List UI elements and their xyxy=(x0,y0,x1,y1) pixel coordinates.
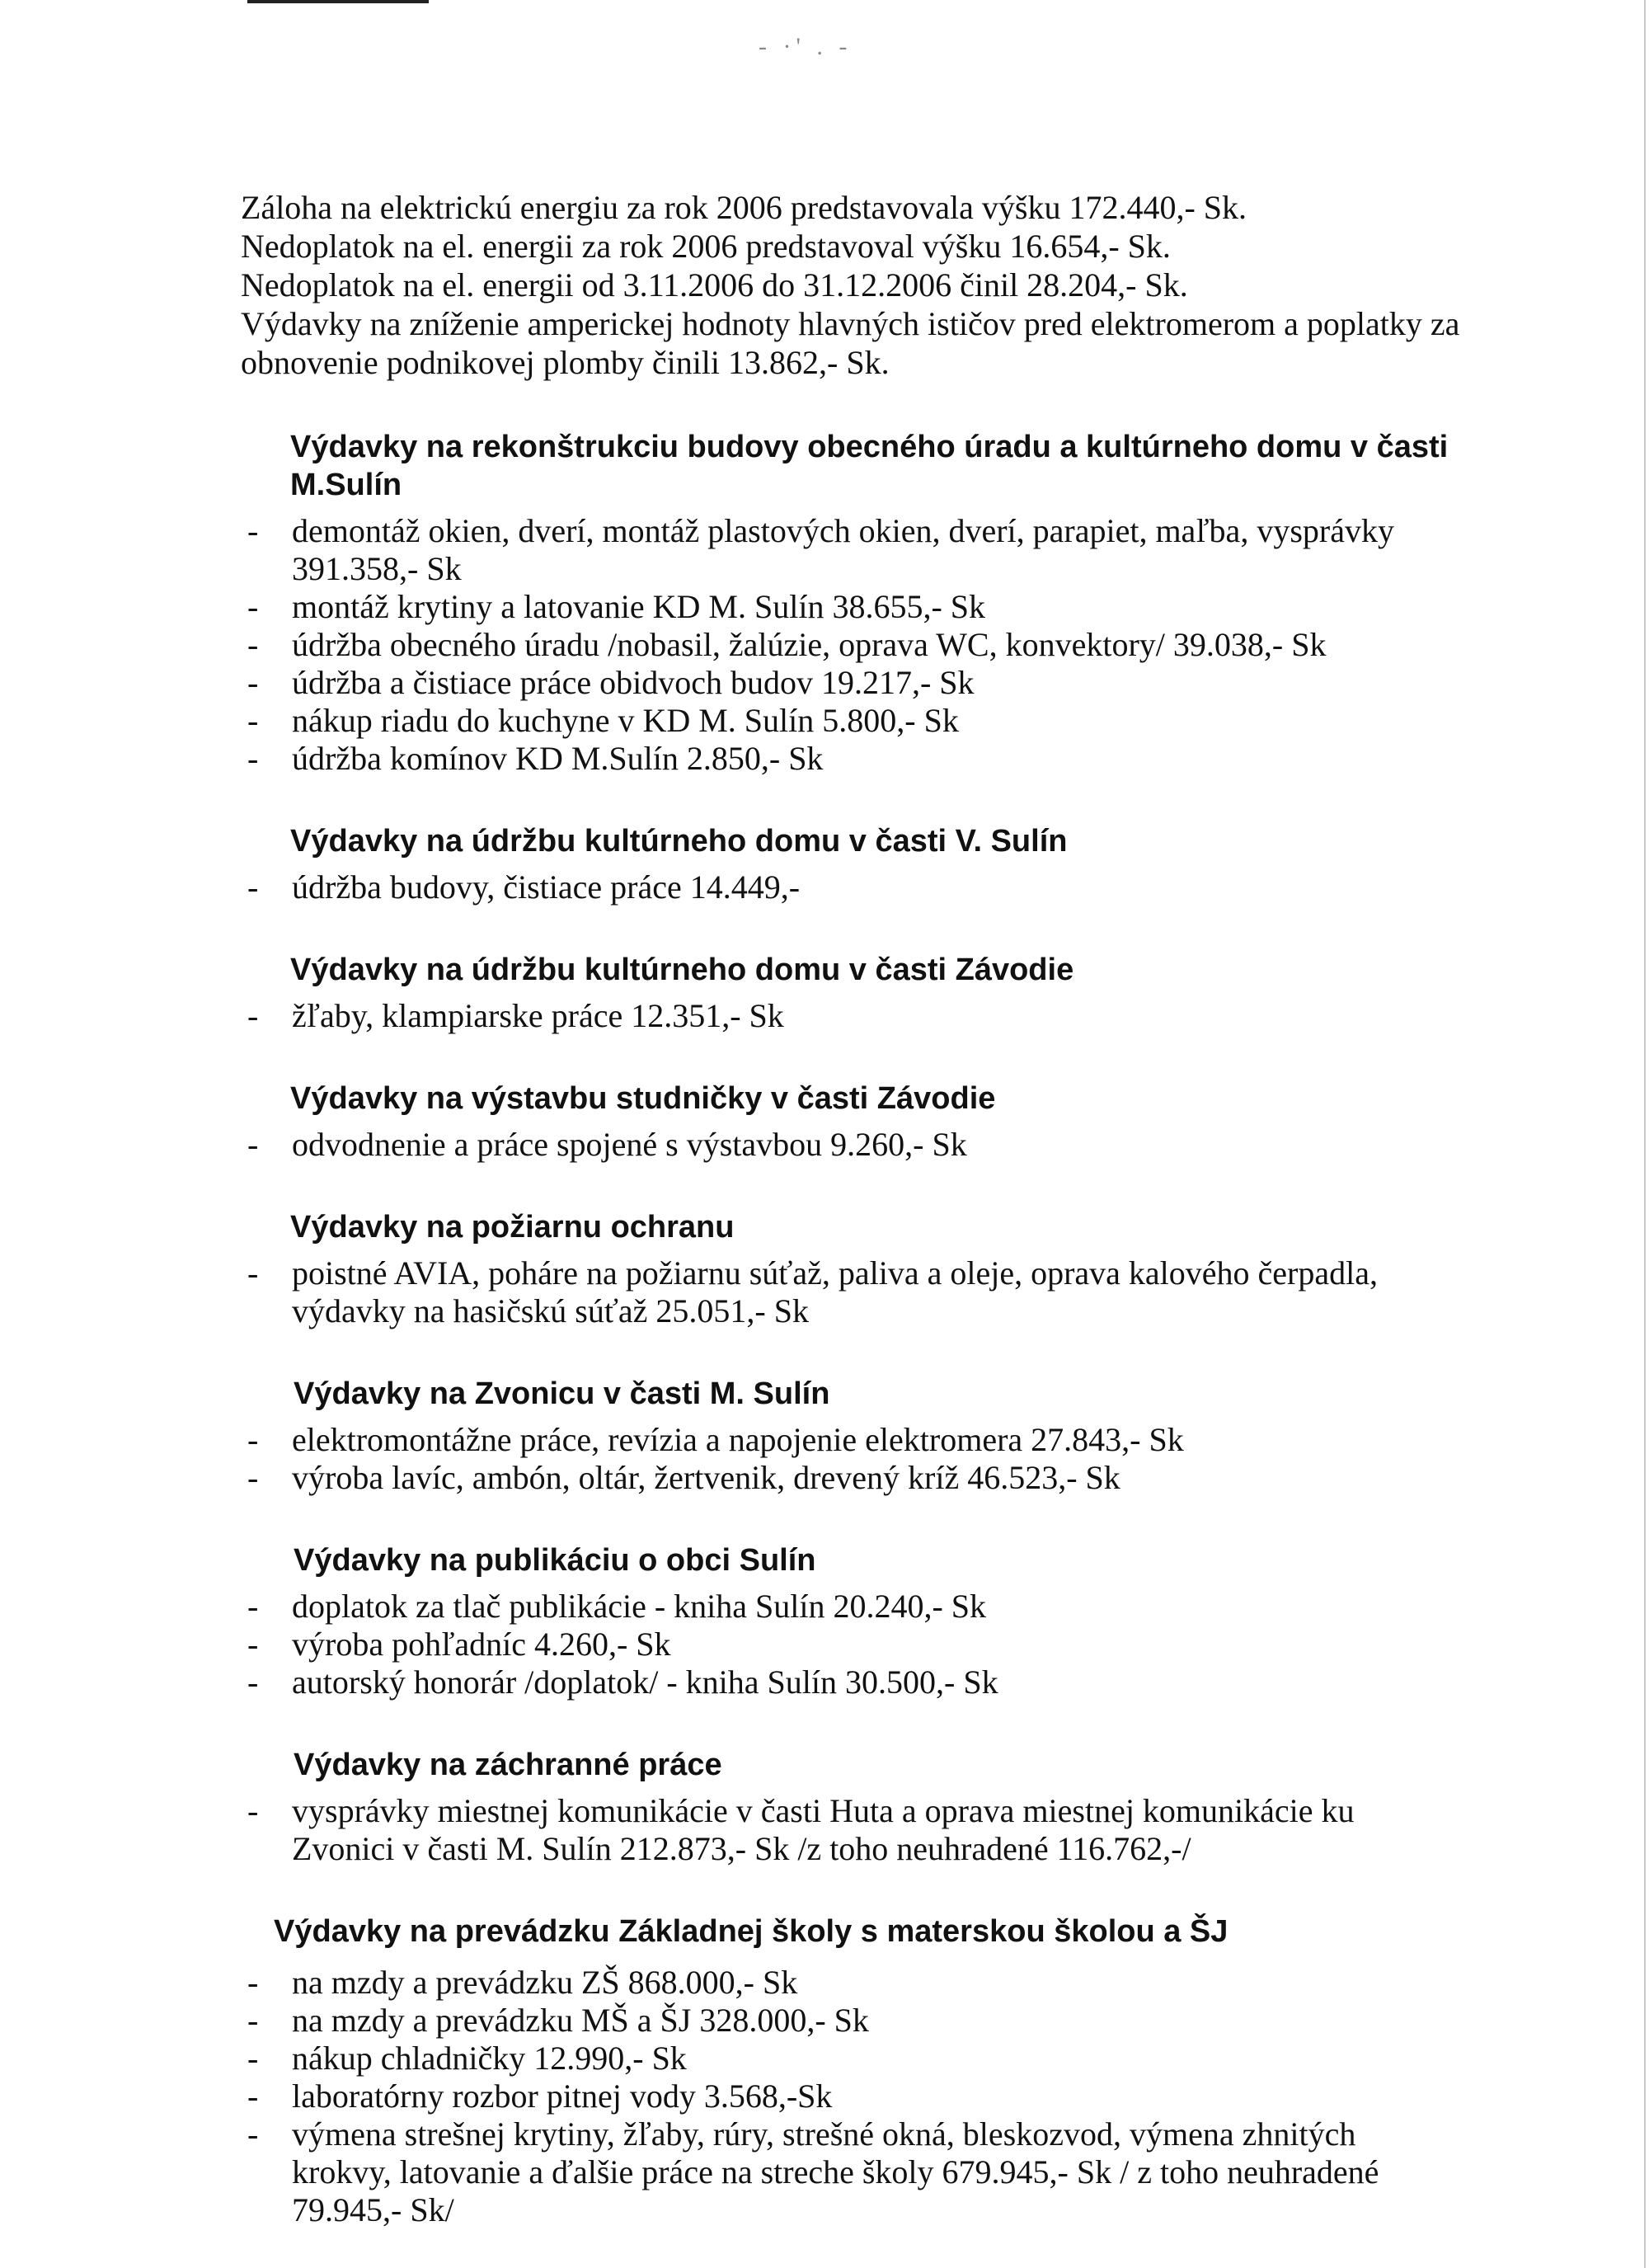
item-list xyxy=(241,1126,1461,1164)
item-list xyxy=(241,1588,1461,1701)
item-list xyxy=(241,1254,1461,1330)
list-item: - montáž krytiny a latovanie KD M. Sulín 38.655,- Sk xyxy=(247,588,986,625)
list-item: - doplatok za tlač publikácie - kniha Sulín 20.240,- Sk xyxy=(247,1588,987,1625)
list-item: - nákup riadu do kuchyne v KD M. Sulín 5.800,- Sk xyxy=(247,702,959,739)
list-item: - údržba budovy, čistiace práce 14.449,- xyxy=(247,868,801,906)
section-studnicka xyxy=(241,1080,1461,1164)
intro-line: Nedoplatok na el. energii za rok 2006 predstavoval výšku 16.654,- Sk. xyxy=(241,228,1171,265)
list-item: - údržba obecného úradu /nobasil, žalúzie, oprava WC, konvektory/ 39.038,- Sk xyxy=(247,626,1327,663)
top-rule xyxy=(247,0,429,3)
intro-line: Výdavky na zníženie amperickej hodnoty hlavných ističov pred elektromerom a poplatky za obnovenie podnikovej plomby činili 13.862,- Sk. xyxy=(241,305,1460,381)
item-list xyxy=(241,1421,1461,1497)
scan-mark: - ·' . - xyxy=(759,33,853,60)
list-item: - laboratórny rozbor pitnej vody 3.568,-Sk xyxy=(247,2077,833,2115)
page-edge xyxy=(1644,0,1646,2268)
list-item: - výroba pohľadníc 4.260,- Sk xyxy=(247,1626,671,1663)
list-item: - na mzdy a prevádzku MŠ a ŠJ 328.000,- Sk xyxy=(247,2002,869,2039)
list-item: - údržba a čistiace práce obidvoch budov 19.217,- Sk xyxy=(247,664,975,701)
section-heading: Výdavky na požiarnu ochranu xyxy=(290,1210,735,1245)
list-item: - výroba lavíc, ambón, oltár, žertvenik, drevený kríž 46.523,- Sk xyxy=(247,1459,1120,1496)
list-item: - demontáž okien, dverí, montáž plastových okien, dverí, parapiet, maľba, vysprávky 391.358,- Sk xyxy=(247,512,1394,587)
section-zvonica xyxy=(241,1375,1461,1497)
section-skola xyxy=(241,1913,1461,2229)
list-item: - výmena strešnej krytiny, žľaby, rúry, strešné okná, bleskozvod, výmena zhnitých krokvy, latovanie a ďalšie práce na streche školy 679.945,- Sk / z toho neuhradené 79.945,- Sk/ xyxy=(247,2115,1379,2228)
document-body xyxy=(241,188,1461,2229)
item-list xyxy=(241,512,1461,778)
section-heading: Výdavky na prevádzku Základnej školy s materskou školou a ŠJ xyxy=(274,1914,1229,1949)
item-list xyxy=(241,997,1461,1035)
intro-line: Záloha na elektrickú energiu za rok 2006 predstavovala výšku 172.440,- Sk. xyxy=(241,189,1247,226)
section-heading: Výdavky na rekonštrukciu budovy obecného úradu a kultúrneho domu v časti M.Sulín xyxy=(290,430,1449,502)
section-poziarna-ochrana xyxy=(241,1208,1461,1330)
section-heading: Výdavky na záchranné práce xyxy=(294,1748,722,1782)
section-publikacia xyxy=(241,1541,1461,1701)
list-item: - elektromontážne práce, revízia a napojenie elektromera 27.843,- Sk xyxy=(247,1421,1184,1458)
item-list xyxy=(241,1964,1461,2229)
section-heading: Výdavky na údržbu kultúrneho domu v časti Závodie xyxy=(290,953,1074,987)
intro-line: Nedoplatok na el. energii od 3.11.2006 do 31.12.2006 činil 28.204,- Sk. xyxy=(241,266,1188,303)
section-reconstruction xyxy=(241,428,1461,778)
section-vsulin xyxy=(241,822,1461,906)
intro-paragraph xyxy=(241,188,1461,382)
section-zavodie-kd xyxy=(241,951,1461,1035)
list-item: - poistné AVIA, poháre na požiarnu súťaž, paliva a oleje, oprava kalového čerpadla, výdavky na hasičskú súťaž 25.051,- Sk xyxy=(247,1254,1378,1329)
item-list xyxy=(241,868,1461,906)
section-heading: Výdavky na publikáciu o obci Sulín xyxy=(294,1543,816,1578)
list-item: - na mzdy a prevádzku ZŠ 868.000,- Sk xyxy=(247,1964,798,2001)
list-item: - žľaby, klampiarske práce 12.351,- Sk xyxy=(247,997,784,1034)
list-item: - vysprávky miestnej komunikácie v časti Huta a oprava miestnej komunikácie ku Zvonici v časti M. Sulín 212.873,- Sk /z toho neuhradené 116.762,-/ xyxy=(247,1792,1355,1867)
section-zachranne-prace xyxy=(241,1746,1461,1868)
list-item: - odvodnenie a práce spojené s výstavbou 9.260,- Sk xyxy=(247,1126,967,1163)
list-item: - nákup chladničky 12.990,- Sk xyxy=(247,2040,687,2077)
section-heading: Výdavky na údržbu kultúrneho domu v časti V. Sulín xyxy=(290,824,1068,859)
list-item: - údržba komínov KD M.Sulín 2.850,- Sk xyxy=(247,740,824,777)
section-heading: Výdavky na výstavbu studničky v časti Závodie xyxy=(290,1081,996,1116)
item-list xyxy=(241,1792,1461,1868)
list-item: - autorský honorár /doplatok/ - kniha Sulín 30.500,- Sk xyxy=(247,1663,998,1701)
section-heading: Výdavky na Zvonicu v časti M. Sulín xyxy=(294,1376,830,1411)
